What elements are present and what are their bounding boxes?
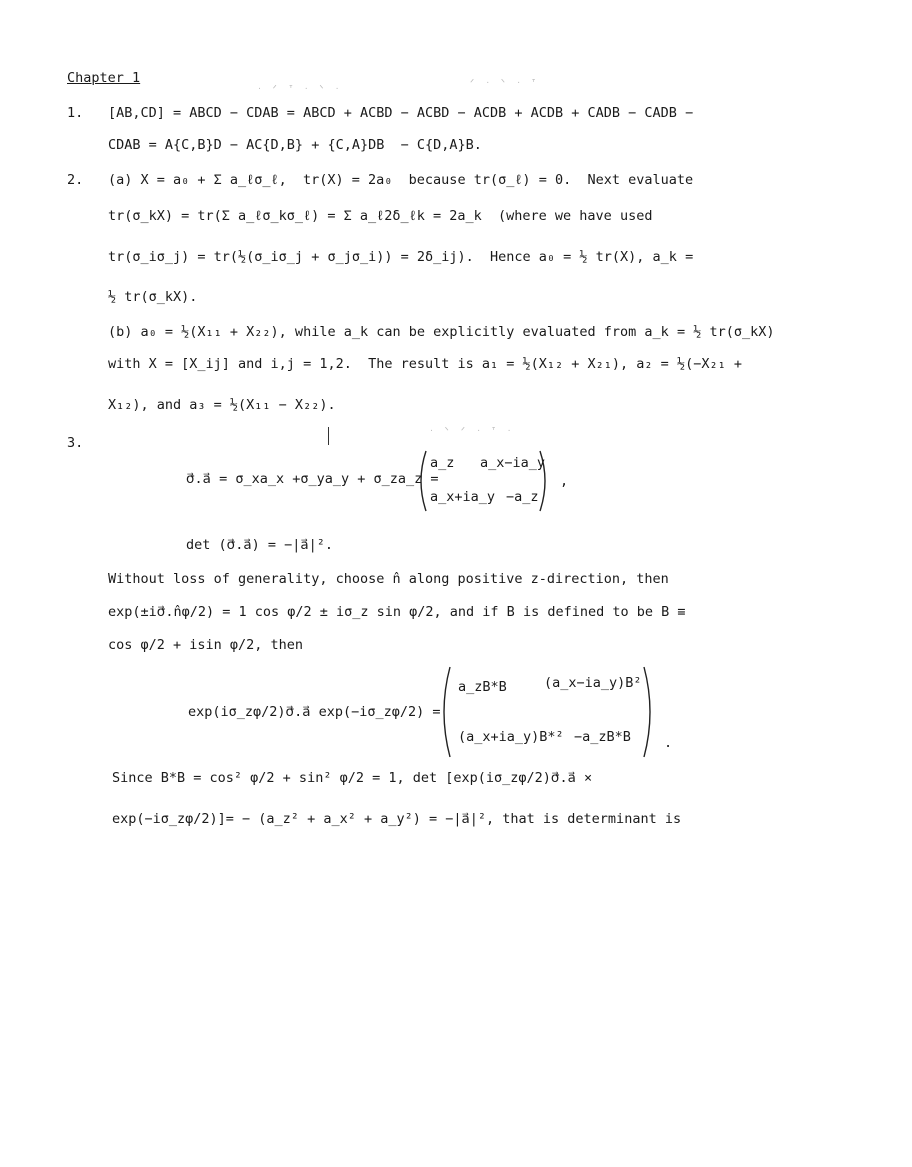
problem-2-line: X₁₂), and a₃ = ½(X₁₁ − X₂₂). xyxy=(108,397,336,413)
matrix-cell: −a_zB*B xyxy=(574,729,631,745)
det-equation: det (σ⃗.a⃗) = −|a⃗|². xyxy=(186,537,334,553)
matrix-cell: a_x+ia_y xyxy=(430,489,496,505)
problem-1-number: 1. xyxy=(67,105,84,121)
problem-2-line: with X = [X_ij] and i,j = 1,2. The result is a₁ = ½(X₁₂ + X₂₁), a₂ = ½(−X₂₁ + xyxy=(108,356,742,372)
matrix-cell: a_z xyxy=(430,455,455,471)
matrix-period: . xyxy=(664,735,673,751)
matrix-rotated xyxy=(438,664,662,760)
problem-3-line: Since B*B = cos² φ/2 + sin² φ/2 = 1, det [exp(iσ_zφ/2)σ⃗.a⃗ × xyxy=(112,770,593,786)
problem-1-line: [AB,CD] = ABCD − CDAB = ABCD + ACBD − ACBD − ACDB + ACDB + CADB − CADB − xyxy=(108,105,694,121)
margin-mark xyxy=(328,427,329,445)
problem-2-line: (a) X = a₀ + Σ a_ℓσ_ℓ, tr(X) = 2a₀ because tr(σ_ℓ) = 0. Next evaluate xyxy=(108,172,694,188)
problem-3-line: exp(−iσ_zφ/2)]= − (a_z² + a_x² + a_y²) = −|a⃗|², that is determinant is xyxy=(112,811,682,827)
problem-3-line: exp(±iσ⃗.n̂φ/2) = 1 cos φ/2 ± iσ_z sin φ/2, and if B is defined to be B ≡ xyxy=(108,604,686,620)
scan-noise: ᐟ ᐧ ᐠ ᐧ ᐪ xyxy=(470,78,539,89)
matrix-sigma-a xyxy=(414,448,554,514)
matrix-cell: −a_z xyxy=(506,489,539,505)
scan-noise: ᐧ ᐠ ᐟ ᐧ ᐪ ᐧ xyxy=(430,426,514,437)
matrix-cell: a_zB*B xyxy=(458,679,507,695)
problem-2-line: tr(σ_iσ_j) = tr(½(σ_iσ_j + σ_jσ_i)) = 2δ_ij). Hence a₀ = ½ tr(X), a_k = xyxy=(108,249,694,265)
problem-3-line: cos φ/2 + isin φ/2, then xyxy=(108,637,304,653)
exp-equation: exp(iσ_zφ/2)σ⃗.a⃗ exp(−iσ_zφ/2) = xyxy=(188,704,441,720)
chapter-heading: Chapter 1 xyxy=(67,70,141,86)
problem-2-number: 2. xyxy=(67,172,84,188)
matrix-cell: (a_x−ia_y)B² xyxy=(544,675,642,691)
problem-2-line: ½ tr(σ_kX). xyxy=(108,289,198,305)
problem-1-line: CDAB = A{C,B}D − AC{D,B} + {C,A}DB − C{D,A}B. xyxy=(108,137,482,153)
scan-noise: ᐧ ᐟ ᐪ ᐧ ᐠ ᐧ xyxy=(258,84,342,95)
matrix-cell: a_x−ia_y xyxy=(480,455,546,471)
problem-3-number: 3. xyxy=(67,435,84,451)
matrix-cell: (a_x+ia_y)B*² xyxy=(458,729,564,745)
sigma-dot-a-equation: σ⃗.a⃗ = σ_xa_x +σ_ya_y + σ_za_z = xyxy=(186,471,439,487)
matrix-comma: , xyxy=(560,473,569,489)
problem-2-line: tr(σ_kX) = tr(Σ a_ℓσ_kσ_ℓ) = Σ a_ℓ2δ_ℓk = 2a_k (where we have used xyxy=(108,208,653,224)
problem-2-line: (b) a₀ = ½(X₁₁ + X₂₂), while a_k can be explicitly evaluated from a_k = ½ tr(σ_kX) xyxy=(108,324,775,340)
problem-3-line: Without loss of generality, choose n̂ along positive z-direction, then xyxy=(108,571,669,587)
